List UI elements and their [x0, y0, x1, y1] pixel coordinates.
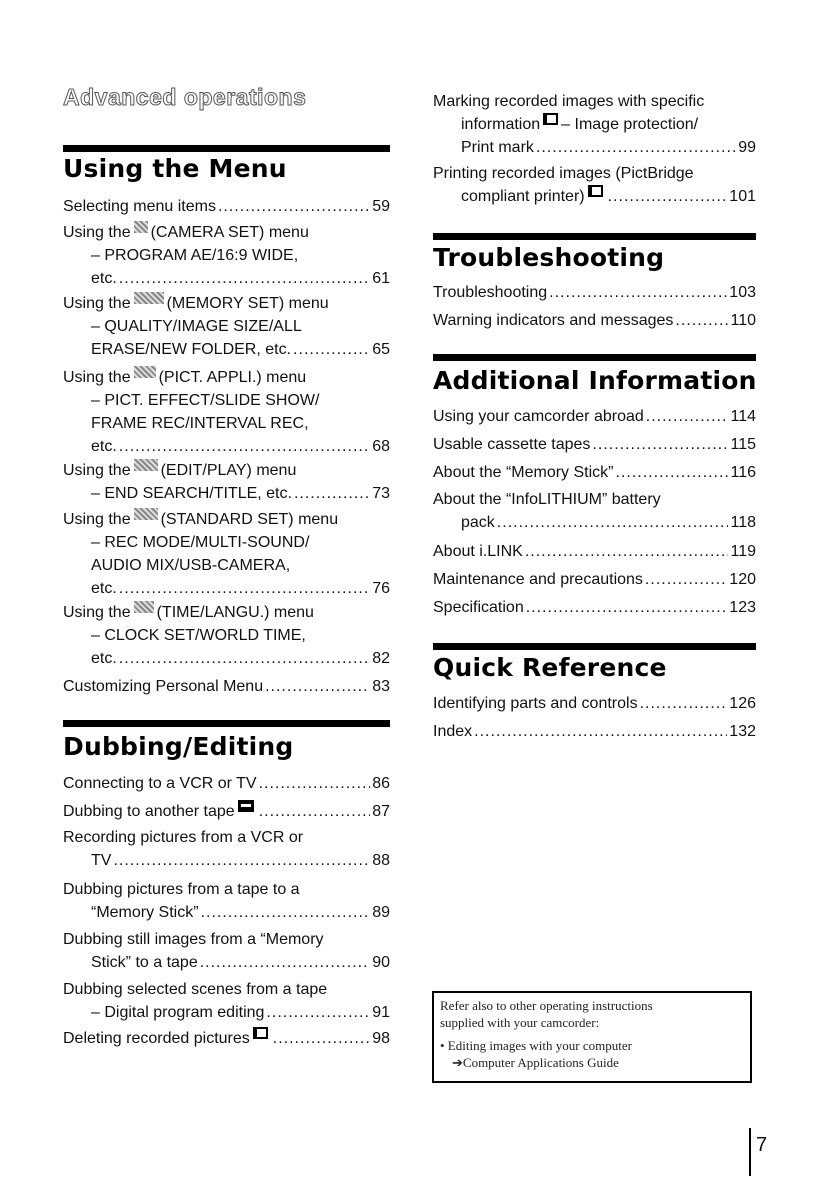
- entry-label: Using your camcorder abroad: [433, 408, 644, 425]
- entry-page: 110: [730, 312, 756, 329]
- entry-label: Using the: [63, 369, 131, 386]
- entry-label: “Memory Stick”: [91, 904, 199, 921]
- toc-entry[interactable]: [63, 221, 390, 290]
- entry-page: 87: [372, 803, 390, 820]
- toc-entry[interactable]: [433, 692, 756, 715]
- memory-set-icon: [134, 292, 164, 304]
- toc-entry[interactable]: [63, 366, 390, 458]
- entry-label: Marking recorded images with specific: [433, 93, 705, 110]
- toc-entry[interactable]: [63, 826, 390, 872]
- toc-entry[interactable]: [433, 488, 756, 534]
- section-rule: [63, 145, 390, 152]
- entry-label: Dubbing selected scenes from a tape: [63, 981, 328, 998]
- entry-label: pack: [461, 514, 495, 531]
- entry-label: etc.: [91, 580, 117, 597]
- entry-label: – CLOCK SET/WORLD TIME,: [91, 627, 306, 644]
- entry-label: Dubbing to another tape: [63, 803, 235, 820]
- entry-page: 89: [372, 904, 390, 921]
- entry-label: Deleting recorded pictures: [63, 1030, 250, 1047]
- entry-label: Stick” to a tape: [91, 954, 198, 971]
- entry-label: Dubbing pictures from a tape to a: [63, 881, 300, 898]
- memory-card-icon: [588, 185, 603, 197]
- entry-label: Warning indicators and messages: [433, 312, 674, 329]
- page-number: 7: [756, 1134, 768, 1156]
- toc-entry[interactable]: [63, 195, 390, 218]
- entry-page: 88: [372, 852, 390, 869]
- notice-bullet: • Editing images with your computer: [440, 1038, 632, 1053]
- entry-page: 82: [372, 650, 390, 667]
- page-number-rule: [749, 1128, 751, 1176]
- entry-label: ERASE/NEW FOLDER, etc.: [91, 341, 292, 358]
- entry-label: etc.: [91, 650, 117, 667]
- entry-page: 116: [730, 464, 756, 481]
- entry-label: – Image protection/: [561, 116, 699, 133]
- toc-entry[interactable]: [63, 292, 390, 361]
- entry-page: 98: [372, 1030, 390, 1047]
- entry-page: 68: [372, 438, 390, 455]
- entry-label: Using the: [63, 462, 131, 479]
- toc-entry[interactable]: [433, 90, 756, 159]
- toc-entry[interactable]: [433, 405, 756, 428]
- section-rule: [63, 720, 390, 727]
- entry-label: (EDIT/PLAY) menu: [160, 462, 297, 479]
- entry-label: Specification: [433, 599, 524, 616]
- toc-entry[interactable]: [433, 461, 756, 484]
- entry-label: (CAMERA SET) menu: [150, 224, 309, 241]
- entry-label: Print mark: [461, 139, 534, 156]
- entry-label: Recording pictures from a VCR or: [63, 829, 304, 846]
- toc-entry[interactable]: [63, 878, 390, 924]
- entry-label: About i.LINK: [433, 543, 523, 560]
- hdv-tape-icon: [238, 800, 254, 812]
- toc-entry[interactable]: [63, 459, 390, 505]
- toc-entry[interactable]: [433, 281, 756, 304]
- entry-label: information: [461, 116, 541, 133]
- entry-page: 83: [372, 678, 390, 695]
- entry-page: 115: [730, 436, 756, 453]
- section-title-troubleshooting: Troubleshooting: [433, 243, 665, 272]
- entry-page: 119: [730, 543, 756, 560]
- entry-page: 61: [372, 270, 390, 287]
- entry-label: Using the: [63, 604, 131, 621]
- toc-entry[interactable]: [63, 928, 390, 974]
- toc-entry[interactable]: [433, 162, 756, 208]
- entry-page: 114: [730, 408, 756, 425]
- section-title-quick: Quick Reference: [433, 653, 667, 682]
- toc-entry[interactable]: [63, 675, 390, 698]
- notice-reference: ➔Computer Applications Guide: [452, 1055, 619, 1070]
- standard-set-icon: [134, 508, 158, 520]
- entry-label: – END SEARCH/TITLE, etc.: [91, 485, 292, 502]
- entry-page: 123: [729, 599, 756, 616]
- reference-notice-box: [432, 991, 752, 1083]
- entry-page: 90: [372, 954, 390, 971]
- entry-label: etc.: [91, 438, 117, 455]
- pict-appli-icon: [134, 366, 156, 378]
- entry-label: Printing recorded images (PictBridge: [433, 165, 694, 182]
- entry-label: – REC MODE/MULTI-SOUND/: [91, 534, 310, 551]
- time-langu-icon: [134, 601, 154, 613]
- entry-page: 86: [372, 775, 390, 792]
- entry-label: (STANDARD SET) menu: [160, 511, 339, 528]
- entry-page: 126: [729, 695, 756, 712]
- toc-entry[interactable]: [433, 568, 756, 591]
- toc-entry[interactable]: [63, 508, 390, 600]
- entry-label: (PICT. APPLI.) menu: [158, 369, 307, 386]
- entry-page: 91: [372, 1004, 390, 1021]
- entry-label: About the “InfoLITHIUM” battery: [433, 491, 661, 508]
- entry-label: Identifying parts and controls: [433, 695, 638, 712]
- entry-page: 101: [729, 188, 756, 205]
- entry-page: 76: [372, 580, 390, 597]
- section-rule: [433, 643, 756, 650]
- entry-label: Usable cassette tapes: [433, 436, 591, 453]
- entry-label: (TIME/LANGU.) menu: [156, 604, 314, 621]
- entry-page: 103: [729, 284, 756, 301]
- entry-label: etc.: [91, 270, 117, 287]
- section-title-additional: Additional Information: [433, 366, 757, 395]
- entry-label: compliant printer): [461, 188, 585, 205]
- entry-label: Maintenance and precautions: [433, 571, 643, 588]
- toc-entry[interactable]: [63, 800, 390, 823]
- entry-label: Dubbing still images from a “Memory: [63, 931, 324, 948]
- notice-text: Refer also to other operating instructions: [440, 998, 653, 1013]
- notice-text: supplied with your camcorder:: [440, 1015, 600, 1030]
- entry-page: 118: [730, 514, 756, 531]
- entry-page: 65: [372, 341, 390, 358]
- toc-entry[interactable]: [433, 720, 756, 743]
- memory-card-icon: [543, 113, 558, 125]
- entry-page: 73: [372, 485, 390, 502]
- entry-label: About the “Memory Stick”: [433, 464, 614, 481]
- entry-label: TV: [91, 852, 112, 869]
- entry-label: Using the: [63, 224, 131, 241]
- entry-page: 99: [738, 139, 756, 156]
- entry-page: 59: [372, 198, 390, 215]
- entry-page: 120: [729, 571, 756, 588]
- toc-entry[interactable]: [63, 978, 390, 1024]
- entry-label: Selecting menu items: [63, 198, 216, 215]
- toc-entry[interactable]: [433, 309, 756, 332]
- section-title-dubbing: Dubbing/Editing: [63, 732, 294, 761]
- entry-label: AUDIO MIX/USB-CAMERA,: [91, 557, 291, 574]
- entry-label: – QUALITY/IMAGE SIZE/ALL: [91, 318, 302, 335]
- entry-label: – PICT. EFFECT/SLIDE SHOW/: [91, 392, 320, 409]
- toc-entry[interactable]: [433, 433, 756, 456]
- entry-label: Customizing Personal Menu: [63, 678, 264, 695]
- entry-label: Connecting to a VCR or TV: [63, 775, 257, 792]
- toc-entry[interactable]: [433, 596, 756, 619]
- entry-page: 132: [729, 723, 756, 740]
- camera-set-icon: [134, 221, 148, 233]
- section-rule: [433, 354, 756, 361]
- entry-label: Using the: [63, 511, 131, 528]
- toc-entry[interactable]: [63, 772, 390, 795]
- toc-entry[interactable]: [433, 540, 756, 563]
- entry-label: (MEMORY SET) menu: [166, 295, 329, 312]
- chapter-title: Advanced operations: [63, 84, 307, 110]
- entry-label: Using the: [63, 295, 131, 312]
- entry-label: FRAME REC/INTERVAL REC,: [91, 415, 309, 432]
- edit-play-icon: [134, 459, 158, 471]
- entry-label: Index: [433, 723, 473, 740]
- toc-entry[interactable]: [63, 1027, 390, 1050]
- entry-label: Troubleshooting: [433, 284, 548, 301]
- memory-card-icon: [253, 1027, 268, 1039]
- entry-label: – Digital program editing: [91, 1004, 265, 1021]
- toc-entry[interactable]: [63, 601, 390, 670]
- section-title-menu: Using the Menu: [63, 154, 287, 183]
- section-rule: [433, 233, 756, 240]
- entry-label: – PROGRAM AE/16:9 WIDE,: [91, 247, 299, 264]
